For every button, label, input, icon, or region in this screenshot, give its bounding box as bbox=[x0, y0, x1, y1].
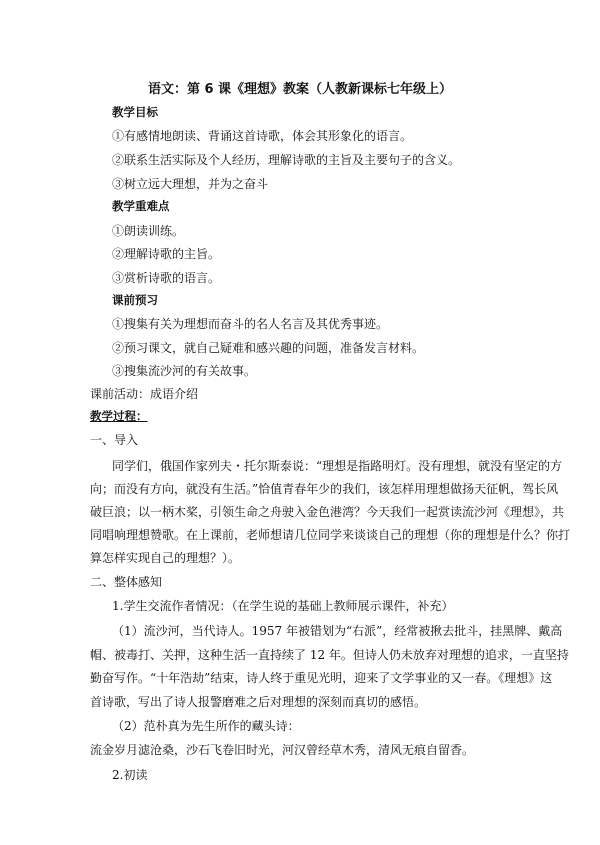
part2-heading: 二、整体感知 bbox=[90, 575, 163, 589]
preview-item: ②预习课文，就自己疑难和感兴趣的问题，准备发言材料。 bbox=[112, 341, 425, 355]
part2-item: 1.学生交流作者情况：（在学生说的基础上教师展示课件，补充） bbox=[112, 599, 454, 613]
author-info-line: 帽、被毒打、关押，这种生活一直持续了 12 年。但诗人仍未放弃对理想的追求，一直坚持 bbox=[90, 648, 569, 662]
intro-line: 同学们，俄国作家列夫・托尔斯泰说：“理想是指路明灯。没有理想，就没有坚定的方 bbox=[112, 459, 563, 473]
key-points-heading: 教学重难点 bbox=[112, 199, 170, 213]
intro-line: 算怎样实现自己的理想？）。 bbox=[90, 551, 241, 565]
goals-heading: 教学目标 bbox=[112, 105, 158, 119]
page-title: 语文：第 6 课《理想》教案（人教新课标七年级上） bbox=[147, 82, 453, 97]
intro-line: 破巨浪；以一柄木桨，引领生命之舟驶入金色港湾？今天我们一起赏读流沙河《理想》，共 bbox=[90, 505, 565, 519]
goal-item: ②联系生活实际及个人经历，理解诗歌的主旨及主要句子的含义。 bbox=[112, 153, 461, 167]
intro-line: 向；而没有方向，就没有生活。”恰值青春年少的我们，该怎样用理想做扬天征帆，驾长风 bbox=[90, 482, 559, 496]
process-heading: 教学过程： bbox=[90, 409, 148, 423]
goal-item: ①有感情地朗读、背诵这首诗歌，体会其形象化的语言。 bbox=[112, 129, 413, 143]
author-info-line: 勤奋写作。“十年浩劫”结束，诗人终于重见光明，迎来了文学事业的又一春。《理想》这 bbox=[90, 671, 553, 685]
author-info-line: （1）流沙河，当代诗人。1957 年被错划为“右派”，经常被揪去批斗，挂黑牌、戴高 bbox=[112, 624, 563, 638]
acrostic-poem: 流金岁月滤沧桑，沙石飞卷旧时光，河汉曾经草木秀，清风无痕自留香。 bbox=[90, 743, 475, 757]
goal-item: ③树立远大理想，并为之奋斗 bbox=[112, 177, 269, 191]
preview-heading: 课前预习 bbox=[112, 293, 158, 307]
part2-item: 2.初读 bbox=[112, 768, 148, 782]
key-point-item: ③赏析诗歌的语言。 bbox=[112, 271, 221, 285]
key-point-item: ②理解诗歌的主旨。 bbox=[112, 247, 221, 261]
author-info-line: 首诗歌，写出了诗人报警磨难之后对理想的深刻而真切的感悟。 bbox=[90, 695, 427, 709]
preview-item: ①搜集有关为理想而奋斗的名人名言及其优秀事迹。 bbox=[112, 317, 389, 331]
intro-line: 同唱响理想赞歌。在上课前，老师想请几位同学来谈谈自己的理想（你的理想是什么？你打 bbox=[90, 528, 571, 542]
preview-item: ③搜集流沙河的有关故事。 bbox=[112, 364, 257, 378]
part1-heading: 一、导入 bbox=[90, 433, 139, 447]
acrostic-intro: （2）范朴真为先生所作的藏头诗： bbox=[112, 719, 300, 733]
pre-class-activity: 课前活动：成语介绍 bbox=[90, 387, 199, 401]
key-point-item: ①朗读训练。 bbox=[112, 224, 185, 238]
